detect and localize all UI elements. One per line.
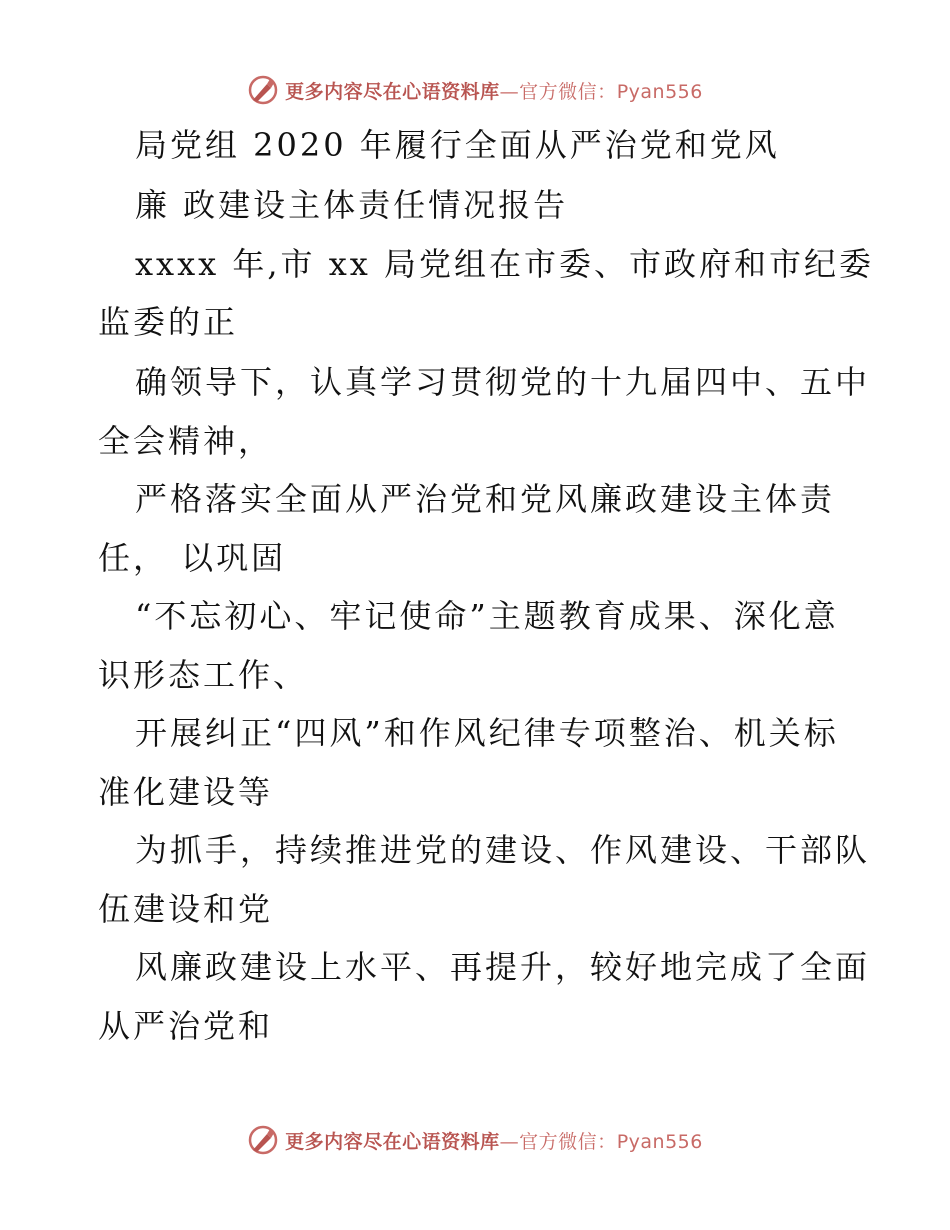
doc-body-line: 从严治党和 [98, 1007, 274, 1045]
watermark-wechat-id: Pyan556 [616, 1130, 703, 1153]
watermark-banner-top [0, 70, 950, 110]
watermark-text [285, 1127, 703, 1154]
doc-body-line: 风廉政建设上水平、再提升，较好地完成了全面 [135, 948, 871, 986]
doc-body-line: 开展纠正“四风”和作风纪律专项整治、机关标 [135, 714, 839, 752]
pen-logo-icon [247, 74, 279, 106]
doc-body-line: 任， 以巩固 [98, 539, 287, 577]
watermark-text [285, 77, 703, 104]
doc-body-line: 监委的正 [98, 303, 239, 341]
doc-body-line: 全会精神， [98, 422, 274, 460]
watermark-separator: — [499, 1130, 520, 1153]
doc-body-line: 为抓手，持续推进党的建设、作风建设、干部队 [135, 831, 871, 869]
doc-body-line: 准化建设等 [98, 773, 274, 811]
watermark-site: 更多内容尽在心语资料库 [285, 1130, 500, 1153]
watermark-banner-bottom [0, 1120, 950, 1160]
doc-body-line: xxxx 年,市 xx 局党组在市委、市政府和市纪委 [135, 245, 874, 283]
watermark-wechat-label: 官方微信： [519, 80, 617, 103]
doc-body-line: 伍建设和党 [98, 890, 274, 928]
doc-title-line: 廉 政建设主体责任情况报告 [135, 186, 569, 224]
doc-title-line: 局党组 2020 年履行全面从严治党和党风 [135, 126, 780, 164]
watermark-wechat-label: 官方微信： [519, 1130, 617, 1153]
doc-body-line: “不忘初心、牢记使命”主题教育成果、深化意 [135, 597, 839, 635]
watermark-separator: — [499, 80, 520, 103]
watermark-site: 更多内容尽在心语资料库 [285, 80, 500, 103]
watermark-wechat-id: Pyan556 [616, 80, 703, 103]
doc-body-line: 识形态工作、 [98, 656, 309, 694]
doc-body-line: 确领导下，认真学习贯彻党的十九届四中、五中 [135, 363, 871, 401]
doc-body-line: 严格落实全面从严治党和党风廉政建设主体责 [135, 480, 836, 518]
pen-logo-icon [247, 1124, 279, 1156]
